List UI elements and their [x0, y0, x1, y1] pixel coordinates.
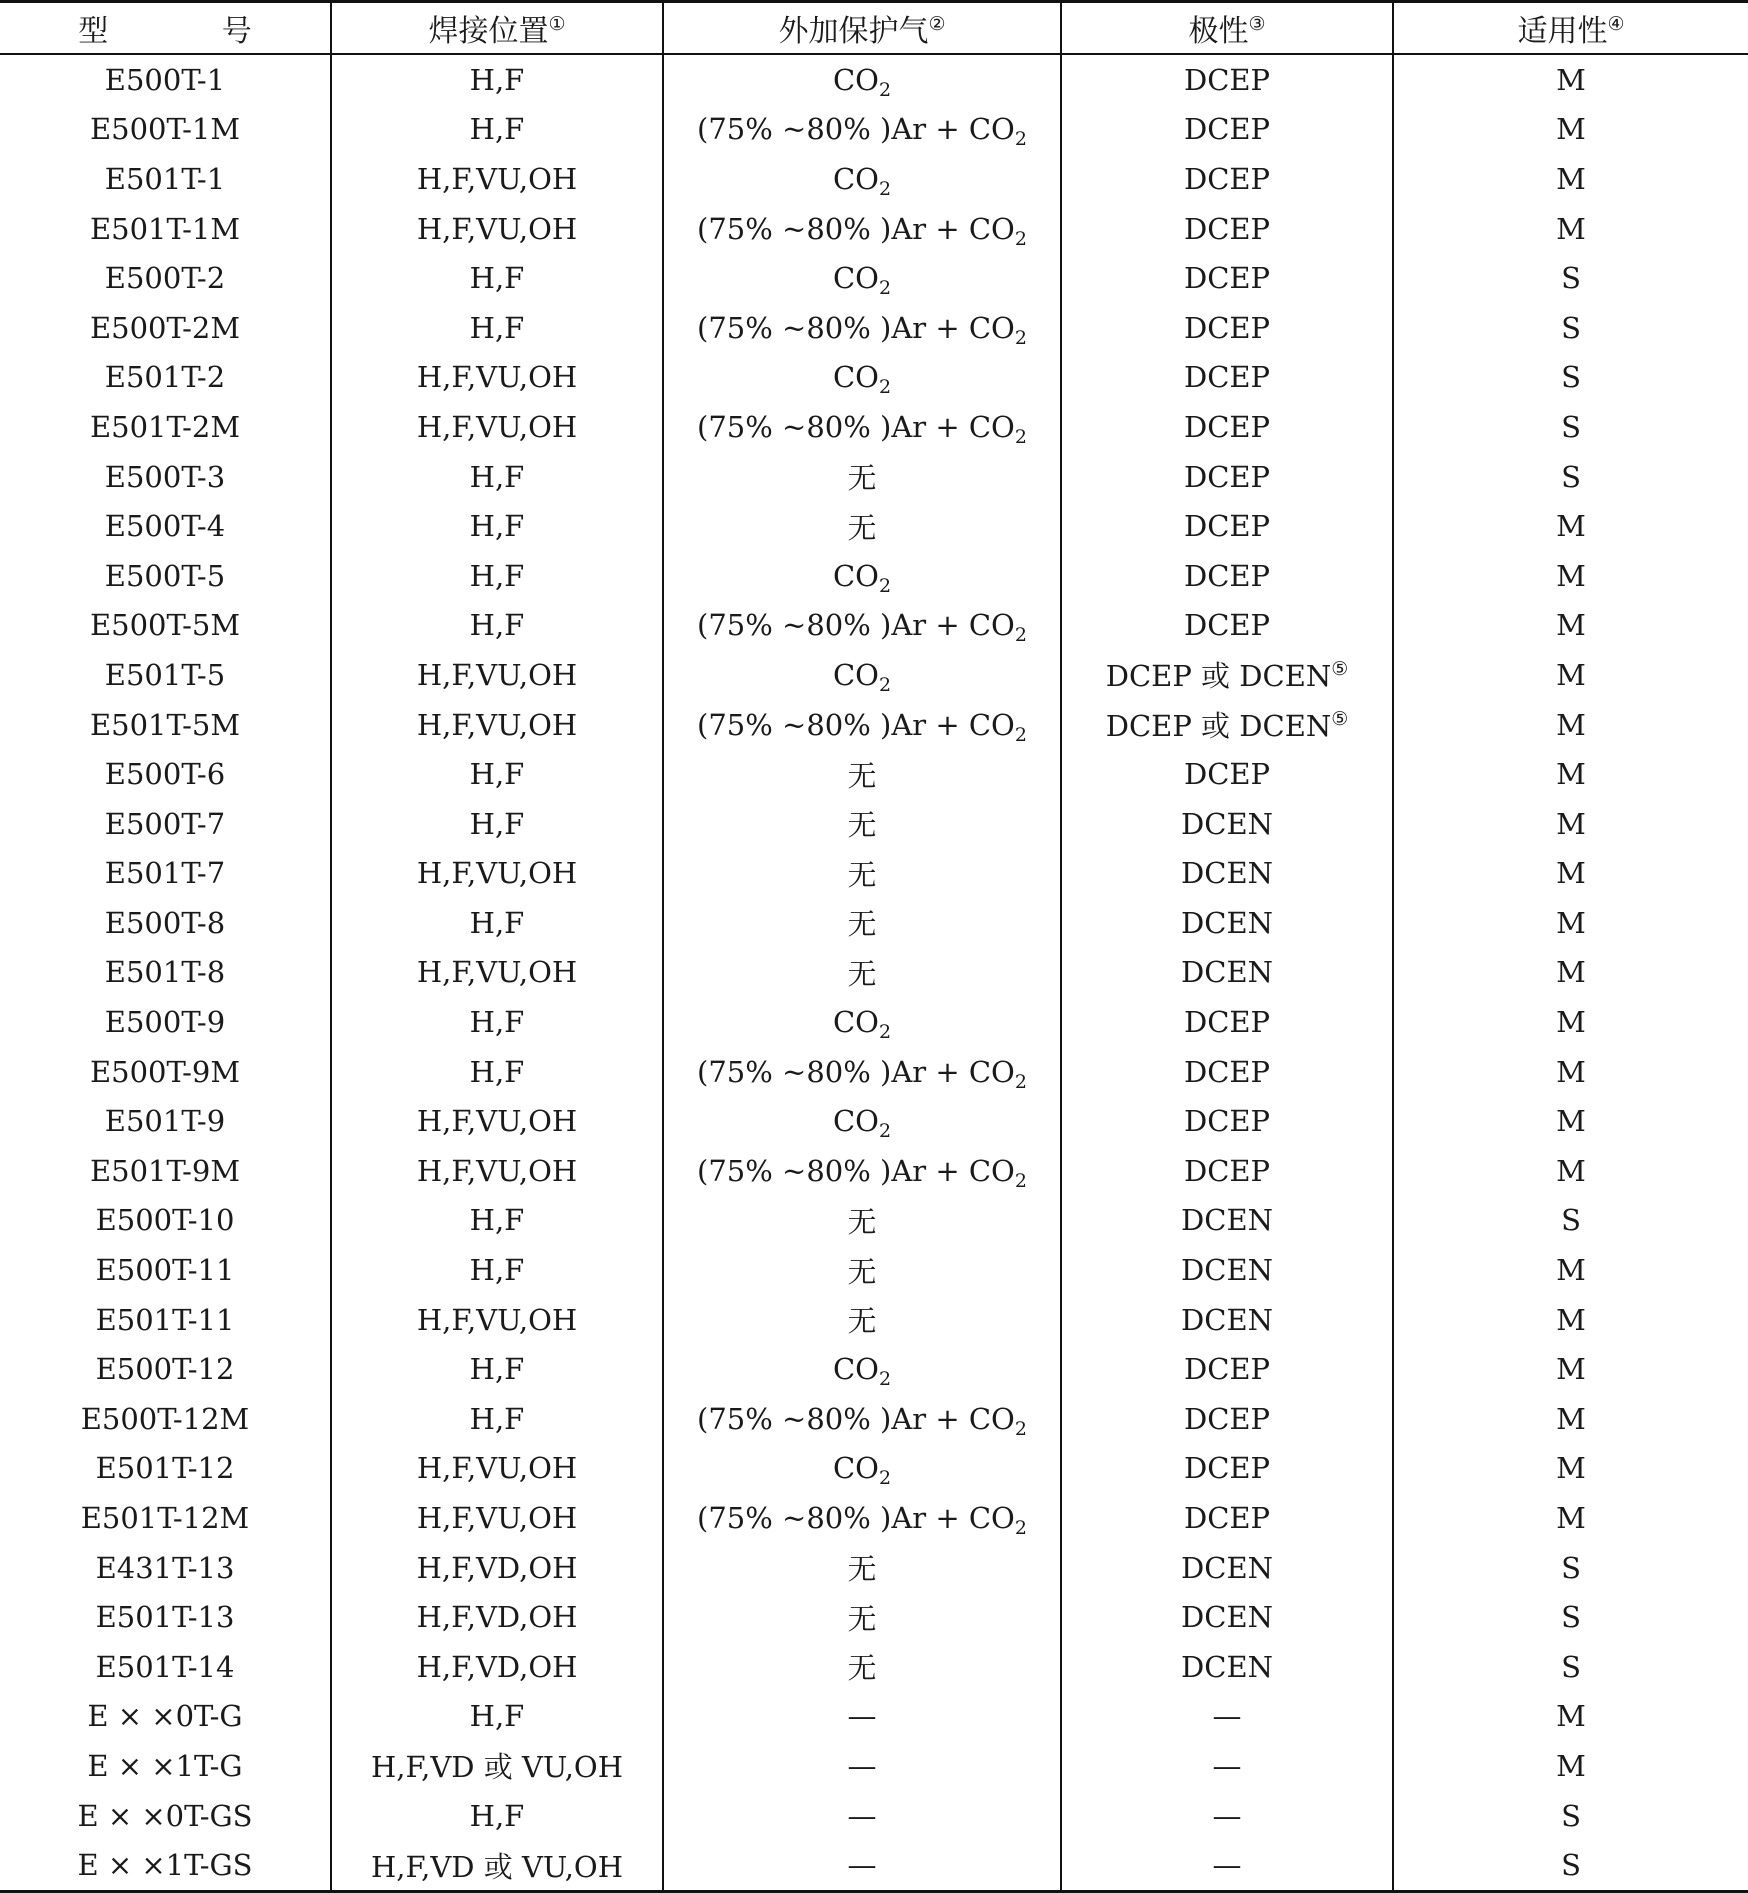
cell-model: E501T-1M: [89, 211, 241, 246]
cell-polarity: [1061, 1592, 1393, 1642]
cell-usability: S: [1393, 402, 1748, 452]
cell-position: H,F: [331, 1692, 663, 1742]
cell-usability: M: [1393, 501, 1748, 551]
cell-position: H,F: [331, 997, 663, 1047]
table-row: [0, 1344, 1748, 1394]
cell-model: E501T-13: [95, 1600, 235, 1635]
cell-usability: S: [1393, 1642, 1748, 1692]
table-row: [0, 948, 1748, 998]
cell-polarity: [1061, 1543, 1393, 1593]
header-position-label: 焊接位置: [428, 14, 549, 49]
cell-gas: —: [663, 1692, 1061, 1742]
cell-polarity: [1061, 551, 1393, 601]
cell-gas: (75% ~80% )$Ar + CO_2$: [663, 303, 1061, 353]
cell-position: H,F,VU,OH: [331, 650, 663, 700]
cell-position: H,F,VD,OH: [331, 1642, 663, 1692]
cell-polarity: [1061, 253, 1393, 303]
cell-gas: —: [663, 1741, 1061, 1791]
cell-position: H,F: [331, 1394, 663, 1444]
cell-usability: M: [1393, 1047, 1748, 1097]
cell-model: E500T-5: [104, 558, 226, 593]
table-body: [0, 54, 1748, 1891]
cell-polarity-note: ⑤: [1331, 708, 1349, 731]
cell-gas: 无: [663, 1642, 1061, 1692]
header-row: [0, 2, 1748, 55]
cell-polarity: [1061, 601, 1393, 651]
cell-usability: M: [1393, 749, 1748, 799]
table-row: [0, 849, 1748, 899]
table-row: [0, 1096, 1748, 1146]
cell-polarity: [1061, 1791, 1393, 1841]
cell-polarity-text: —: [1212, 1699, 1242, 1734]
header-gas-label: 外加保护气: [778, 14, 929, 49]
cell-usability: M: [1393, 1692, 1748, 1742]
cell-polarity-text: DCEP: [1183, 1501, 1271, 1536]
cell-gas: 无: [663, 1196, 1061, 1246]
cell-model: E501T-11: [95, 1302, 235, 1337]
cell-position: H,F,VU,OH: [331, 700, 663, 750]
table-row: [0, 1543, 1748, 1593]
cell-model: E501T-7: [104, 856, 226, 891]
cell-polarity: [1061, 997, 1393, 1047]
cell-model: E501T-9: [104, 1104, 226, 1139]
cell-usability: M: [1393, 1493, 1748, 1543]
cell-position: H,F,VU,OH: [331, 402, 663, 452]
cell-polarity: [1061, 1692, 1393, 1742]
cell-position: H,F: [331, 1791, 663, 1841]
cell-gas: $CO_2$: [663, 551, 1061, 601]
cell-polarity-text: DCEP: [1183, 1054, 1271, 1089]
cell-polarity-text: —: [1212, 1798, 1242, 1833]
table-row: [0, 1741, 1748, 1791]
cell-usability: M: [1393, 1444, 1748, 1494]
cell-position: H,F: [331, 1344, 663, 1394]
cell-model: E500T-3: [104, 459, 226, 494]
header-polarity: [1061, 2, 1393, 55]
cell-polarity-text: DCEN: [1181, 856, 1273, 891]
cell-polarity: [1061, 402, 1393, 452]
cell-usability: M: [1393, 799, 1748, 849]
cell-polarity: [1061, 1344, 1393, 1394]
cell-polarity: [1061, 1096, 1393, 1146]
header-polarity-note: ③: [1248, 13, 1266, 35]
table-row: [0, 154, 1748, 204]
cell-usability: M: [1393, 1741, 1748, 1791]
cell-gas: 无: [663, 948, 1061, 998]
cell-polarity: [1061, 1047, 1393, 1097]
cell-position: H,F: [331, 1245, 663, 1295]
cell-model: E501T-5M: [89, 707, 241, 742]
cell-polarity-text: DCEP: [1183, 161, 1271, 196]
cell-gas: (75% ~80% )$Ar + CO_2$: [663, 204, 1061, 254]
header-gas-note: ②: [928, 13, 946, 35]
cell-gas: 无: [663, 501, 1061, 551]
cell-gas: 无: [663, 849, 1061, 899]
cell-polarity: [1061, 799, 1393, 849]
header-model-label: 型 号: [78, 14, 304, 49]
cell-gas: $CO_2$: [663, 154, 1061, 204]
table-row: [0, 1642, 1748, 1692]
cell-position: H,F: [331, 303, 663, 353]
cell-polarity-text: DCEP: [1183, 310, 1271, 345]
table-row: [0, 105, 1748, 155]
cell-model: E501T-12: [95, 1451, 235, 1486]
cell-position: H,F: [331, 799, 663, 849]
cell-gas: $CO_2$: [663, 650, 1061, 700]
cell-gas: $CO_2$: [663, 353, 1061, 403]
cell-model: E500T-6: [104, 757, 226, 792]
cell-gas: $CO_2$: [663, 997, 1061, 1047]
cell-usability: S: [1393, 1196, 1748, 1246]
cell-model: E501T-1: [104, 161, 226, 196]
cell-polarity-text: DCEP: [1183, 112, 1271, 147]
cell-polarity: [1061, 1840, 1393, 1891]
table-row: [0, 204, 1748, 254]
cell-polarity-text: DCEP: [1183, 62, 1271, 97]
cell-position: H,F,VD,OH: [331, 1543, 663, 1593]
cell-position: H,F: [331, 1047, 663, 1097]
cell-gas: (75% ~80% )$Ar + CO_2$: [663, 601, 1061, 651]
cell-position: H,F,VU,OH: [331, 154, 663, 204]
cell-model: E500T-1M: [89, 112, 241, 147]
cell-usability: M: [1393, 204, 1748, 254]
cell-polarity: [1061, 1146, 1393, 1196]
cell-gas: 无: [663, 799, 1061, 849]
table-row: [0, 1047, 1748, 1097]
cell-gas: (75% ~80% )$Ar + CO_2$: [663, 1146, 1061, 1196]
cell-polarity-text: DCEP 或 DCEN: [1105, 659, 1332, 694]
cell-gas: 无: [663, 452, 1061, 502]
cell-model: E × ×0T-GS: [77, 1798, 253, 1833]
cell-model: E500T-2: [104, 261, 226, 296]
cell-gas: 无: [663, 1295, 1061, 1345]
cell-position: H,F: [331, 105, 663, 155]
cell-polarity-text: DCEN: [1181, 1203, 1273, 1238]
cell-usability: M: [1393, 1245, 1748, 1295]
cell-polarity: [1061, 749, 1393, 799]
cell-position: H,F,VD 或 VU,OH: [331, 1741, 663, 1791]
cell-position: H,F: [331, 551, 663, 601]
cell-polarity: [1061, 1394, 1393, 1444]
cell-polarity-text: —: [1212, 1848, 1242, 1883]
cell-polarity-text: DCEP: [1183, 757, 1271, 792]
cell-position: H,F,VD,OH: [331, 1592, 663, 1642]
cell-usability: M: [1393, 700, 1748, 750]
cell-polarity-text: DCEP: [1183, 1352, 1271, 1387]
cell-polarity: [1061, 501, 1393, 551]
cell-model: E431T-13: [95, 1550, 235, 1585]
cell-usability: M: [1393, 898, 1748, 948]
cell-gas: (75% ~80% )$Ar + CO_2$: [663, 402, 1061, 452]
cell-gas: 无: [663, 1592, 1061, 1642]
cell-usability: S: [1393, 353, 1748, 403]
cell-polarity: [1061, 303, 1393, 353]
cell-polarity-text: DCEN: [1181, 905, 1273, 940]
cell-polarity: [1061, 849, 1393, 899]
cell-polarity: [1061, 700, 1393, 750]
cell-model: E501T-14: [95, 1649, 235, 1684]
cell-polarity-text: DCEN: [1181, 955, 1273, 990]
cell-model: E500T-8: [104, 905, 226, 940]
cell-polarity: [1061, 452, 1393, 502]
cell-usability: M: [1393, 551, 1748, 601]
cell-model: E × ×1T-GS: [0, 1840, 331, 1891]
cell-gas: 无: [663, 1245, 1061, 1295]
cell-usability: M: [1393, 54, 1748, 105]
header-polarity-label: 极性: [1188, 14, 1249, 49]
cell-gas: $CO_2$: [663, 1444, 1061, 1494]
table-row: [0, 402, 1748, 452]
cell-gas: 无: [663, 749, 1061, 799]
cell-position: H,F: [331, 54, 663, 105]
cell-model: E501T-2M: [89, 409, 241, 444]
cell-polarity: [1061, 650, 1393, 700]
cell-position: H,F,VD 或 VU,OH: [331, 1840, 663, 1891]
cell-model: E500T-7: [104, 806, 226, 841]
cell-polarity: [1061, 353, 1393, 403]
cell-model: E500T-9M: [89, 1054, 241, 1089]
cell-position: H,F: [331, 501, 663, 551]
table-row: [0, 1493, 1748, 1543]
cell-polarity-text: DCEP: [1183, 558, 1271, 593]
cell-polarity-text: DCEN: [1181, 806, 1273, 841]
cell-position: H,F,VU,OH: [331, 1493, 663, 1543]
table-row: [0, 303, 1748, 353]
table-row: [0, 353, 1748, 403]
cell-usability: M: [1393, 650, 1748, 700]
cell-gas: $CO_2$: [663, 1344, 1061, 1394]
cell-model: E500T-9: [104, 1005, 226, 1040]
cell-model: E501T-9M: [89, 1153, 241, 1188]
cell-polarity-text: DCEP: [1183, 459, 1271, 494]
cell-gas: —: [663, 1840, 1061, 1891]
cell-polarity-text: DCEN: [1181, 1550, 1273, 1585]
cell-usability: M: [1393, 997, 1748, 1047]
cell-position: H,F,VU,OH: [331, 1146, 663, 1196]
cell-position: H,F: [331, 1196, 663, 1246]
cell-polarity-text: DCEP: [1183, 409, 1271, 444]
cell-polarity-text: DCEP 或 DCEN: [1105, 709, 1332, 744]
cell-model: E500T-12: [95, 1352, 235, 1387]
cell-usability: M: [1393, 849, 1748, 899]
cell-model: E500T-1: [104, 62, 226, 97]
cell-polarity-text: DCEP: [1183, 1104, 1271, 1139]
table-row: [0, 54, 1748, 105]
cell-position: H,F: [331, 452, 663, 502]
cell-gas: $CO_2$: [663, 253, 1061, 303]
table-row: [0, 1840, 1748, 1891]
cell-polarity-text: DCEP: [1183, 1401, 1271, 1436]
header-gas: [663, 2, 1061, 55]
header-position-note: ①: [548, 13, 566, 35]
cell-polarity-note: ⑤: [1331, 658, 1349, 681]
cell-polarity: [1061, 1196, 1393, 1246]
table-row: [0, 997, 1748, 1047]
table-row: [0, 452, 1748, 502]
table-row: [0, 898, 1748, 948]
cell-model: E501T-2: [104, 360, 226, 395]
cell-usability: M: [1393, 1096, 1748, 1146]
table-row: [0, 1444, 1748, 1494]
cell-polarity-text: DCEP: [1183, 211, 1271, 246]
cell-gas: (75% ~80% )$Ar + CO_2$: [663, 1047, 1061, 1097]
cell-polarity: [1061, 204, 1393, 254]
table-row: [0, 1295, 1748, 1345]
cell-gas: (75% ~80% )$Ar + CO_2$: [663, 1493, 1061, 1543]
cell-polarity-text: DCEN: [1181, 1302, 1273, 1337]
table-row: [0, 253, 1748, 303]
cell-usability: M: [1393, 154, 1748, 204]
cell-polarity-text: —: [1212, 1748, 1242, 1783]
cell-polarity: [1061, 1295, 1393, 1345]
cell-position: H,F,VU,OH: [331, 849, 663, 899]
cell-usability: S: [1393, 1592, 1748, 1642]
cell-model: E × ×1T-G: [87, 1748, 243, 1783]
cell-model: E500T-12M: [80, 1401, 250, 1436]
cell-polarity-text: DCEP: [1183, 360, 1271, 395]
table-row: [0, 1394, 1748, 1444]
cell-gas: 无: [663, 1543, 1061, 1593]
header-model: [0, 2, 331, 55]
cell-polarity-text: DCEP: [1183, 608, 1271, 643]
table-row: [0, 799, 1748, 849]
cell-model: E500T-10: [95, 1203, 235, 1238]
cell-gas: $CO_2$: [663, 54, 1061, 105]
cell-polarity: [1061, 1444, 1393, 1494]
cell-position: H,F: [331, 898, 663, 948]
cell-gas: —: [663, 1791, 1061, 1841]
cell-position: H,F: [331, 749, 663, 799]
cell-polarity-text: DCEP: [1183, 509, 1271, 544]
cell-model: E500T-5M: [89, 608, 241, 643]
header-usability-note: ④: [1607, 13, 1625, 35]
cell-gas: (75% ~80% )$Ar + CO_2$: [663, 105, 1061, 155]
cell-usability: M: [1393, 1146, 1748, 1196]
cell-position: H,F,VU,OH: [331, 204, 663, 254]
cell-model: E × ×0T-G: [87, 1699, 243, 1734]
cell-usability: S: [1393, 303, 1748, 353]
cell-gas: (75% ~80% )$Ar + CO_2$: [663, 700, 1061, 750]
table-row: [0, 1196, 1748, 1246]
cell-polarity-text: DCEP: [1183, 1153, 1271, 1188]
cell-usability: M: [1393, 601, 1748, 651]
cell-position: H,F,VU,OH: [331, 1295, 663, 1345]
cell-polarity-text: DCEP: [1183, 1451, 1271, 1486]
cell-model: E501T-8: [104, 955, 226, 990]
table-row: [0, 1791, 1748, 1841]
cell-model: E500T-4: [104, 509, 226, 544]
cell-polarity: [1061, 105, 1393, 155]
cell-model: E500T-2M: [89, 310, 241, 345]
cell-polarity-text: DCEP: [1183, 261, 1271, 296]
cell-usability: M: [1393, 1344, 1748, 1394]
table-row: [0, 1245, 1748, 1295]
table-row: [0, 1146, 1748, 1196]
table-row: [0, 551, 1748, 601]
cell-model: E501T-12M: [80, 1501, 250, 1536]
cell-usability: S: [1393, 1543, 1748, 1593]
cell-model: E500T-11: [95, 1253, 235, 1288]
cell-position: H,F,VU,OH: [331, 353, 663, 403]
cell-polarity-text: DCEN: [1181, 1600, 1273, 1635]
header-usability: [1393, 2, 1748, 55]
table-row: [0, 601, 1748, 651]
table-row: [0, 501, 1748, 551]
cell-usability: M: [1393, 105, 1748, 155]
cell-polarity: [1061, 1493, 1393, 1543]
cell-polarity: [1061, 1741, 1393, 1791]
cell-model: E501T-5: [104, 657, 226, 692]
table-row: [0, 749, 1748, 799]
header-position: [331, 2, 663, 55]
cell-gas: 无: [663, 898, 1061, 948]
cell-polarity: [1061, 54, 1393, 105]
table-row: [0, 1692, 1748, 1742]
cell-polarity: [1061, 1642, 1393, 1692]
cell-position: H,F,VU,OH: [331, 948, 663, 998]
cell-polarity-text: DCEP: [1183, 1005, 1271, 1040]
cell-position: H,F,VU,OH: [331, 1096, 663, 1146]
header-usability-label: 适用性: [1517, 14, 1608, 49]
table-row: [0, 650, 1748, 700]
cell-polarity: [1061, 154, 1393, 204]
table-row: [0, 700, 1748, 750]
cell-usability: M: [1393, 948, 1748, 998]
cell-usability: S: [1393, 1791, 1748, 1841]
cell-polarity: [1061, 898, 1393, 948]
cell-polarity: [1061, 948, 1393, 998]
cell-gas: (75% ~80% )$Ar + CO_2$: [663, 1394, 1061, 1444]
cell-usability: S: [1393, 253, 1748, 303]
cell-usability: M: [1393, 1295, 1748, 1345]
cell-usability: S: [1393, 452, 1748, 502]
cell-gas: $CO_2$: [663, 1096, 1061, 1146]
cell-position: H,F: [331, 601, 663, 651]
cell-polarity-text: DCEN: [1181, 1253, 1273, 1288]
table-row: [0, 1592, 1748, 1642]
cell-usability: M: [1393, 1394, 1748, 1444]
cell-position: H,F: [331, 253, 663, 303]
cell-polarity: [1061, 1245, 1393, 1295]
cell-position: H,F,VU,OH: [331, 1444, 663, 1494]
cell-usability: S: [1393, 1840, 1748, 1891]
cell-polarity-text: DCEN: [1181, 1649, 1273, 1684]
